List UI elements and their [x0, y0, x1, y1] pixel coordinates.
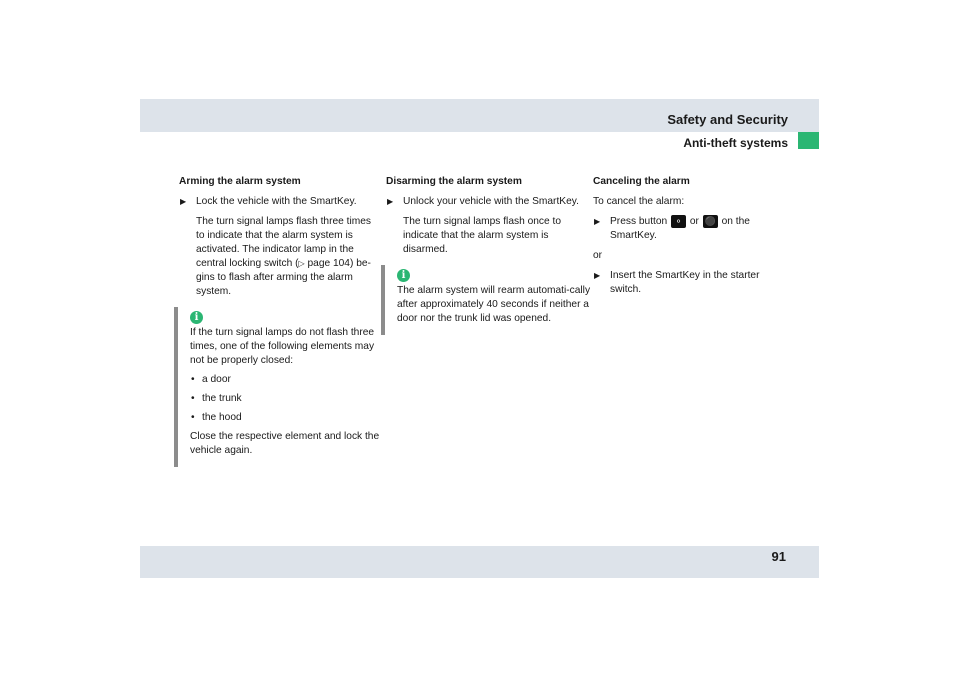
- heading-disarming: Disarming the alarm system: [386, 176, 522, 187]
- column-canceling: [593, 175, 793, 303]
- step-lock-vehicle: ▶ Lock the vehicle with the SmartKey.: [180, 196, 357, 207]
- unlock-key-icon: ⚬: [671, 215, 686, 228]
- info-outro: Close the respective element and lock the vehicle again.: [190, 431, 380, 456]
- section-accent-marker: [798, 132, 819, 149]
- page-reference-link[interactable]: page 104: [307, 258, 350, 269]
- heading-arming: Arming the alarm system: [179, 176, 301, 187]
- disarming-description: The turn signal lamps flash once to indicate that the alarm system is disarmed.: [403, 216, 561, 255]
- info-icon: i: [190, 311, 203, 324]
- list-item: • the trunk: [191, 393, 242, 404]
- info-icon: i: [397, 269, 410, 282]
- arrow-right-icon: ▶: [594, 217, 601, 226]
- step-press-button: ▶ Press button ⚬ or ⚫ on the SmartKey.: [594, 216, 750, 242]
- page-ref-triangle-icon: ▷: [298, 259, 305, 268]
- arrow-right-icon: ▶: [387, 197, 394, 206]
- or-separator: or: [593, 250, 603, 262]
- page-subsection-title: Anti-theft systems: [683, 136, 788, 150]
- list-item: • the hood: [191, 412, 242, 423]
- info-intro: If the turn signal lamps do not flash three times, one of the following elements may not be properly closed:: [190, 327, 375, 366]
- lock-key-icon: ⚫: [704, 216, 716, 226]
- page-section-title: Safety and Security: [667, 112, 788, 127]
- info-note-rearm: [381, 265, 592, 335]
- arming-description: The turn signal lamps flash three times to indicate that the alarm system is activated. The indicator lamp in the central locking switch (▷ page 104) be-gins to flash after arming the alarm system.: [196, 216, 371, 297]
- page-number: 91: [771, 549, 786, 564]
- column-arming: [179, 175, 379, 467]
- info-note-arming: [174, 307, 385, 467]
- step-insert-key: ▶ Insert the SmartKey in the starter switch.: [594, 270, 760, 296]
- heading-canceling: Canceling the alarm: [593, 176, 690, 187]
- column-disarming: [386, 175, 591, 335]
- footer-band: [140, 546, 819, 578]
- info-rearm-text: The alarm system will rearm automati-cally after approximately 40 seconds if neither a door nor the trunk lid was opened.: [397, 285, 591, 324]
- list-item: • a door: [191, 374, 231, 385]
- arrow-right-icon: ▶: [594, 271, 601, 281]
- arrow-right-icon: ▶: [180, 197, 187, 206]
- step-unlock-vehicle: ▶ Unlock your vehicle with the SmartKey.: [387, 196, 579, 207]
- cancel-intro: To cancel the alarm:: [593, 196, 685, 207]
